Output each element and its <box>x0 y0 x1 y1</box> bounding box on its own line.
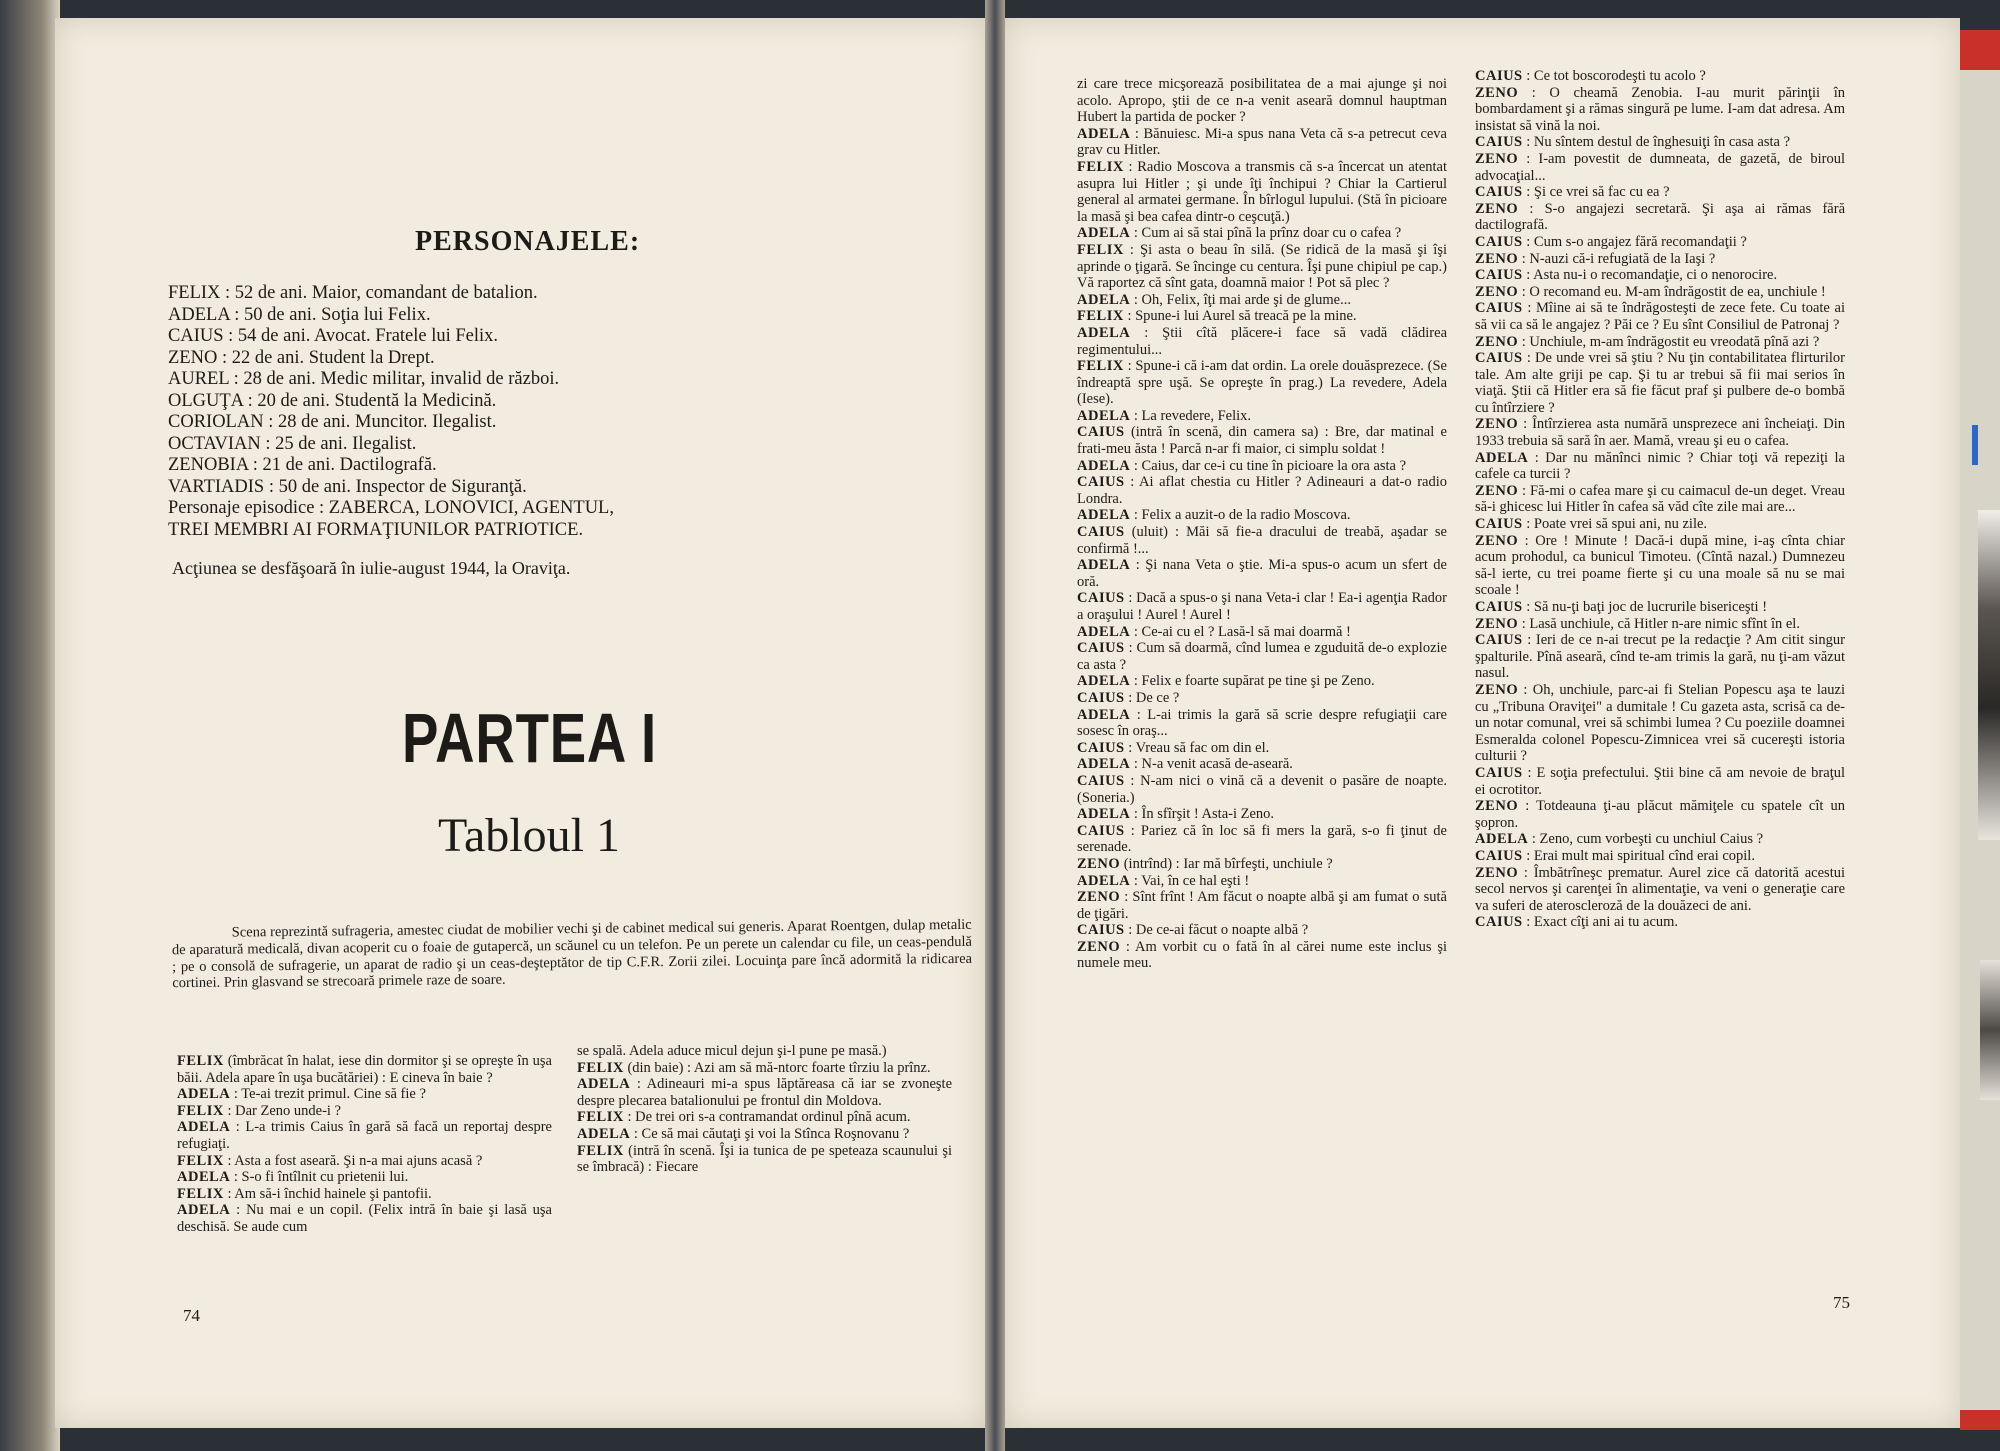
speaker-name: CAIUS <box>1077 689 1125 706</box>
dialogue-line <box>1475 483 1845 516</box>
speaker-name: CAIUS <box>1475 516 1523 533</box>
speaker-name: ADELA <box>1475 831 1529 848</box>
dialogue-text: : Şi nana Veta o ştie. Mi-a spus-o acum un sfert de oră. <box>1077 557 1447 590</box>
dialogue-line <box>1475 450 1845 483</box>
dialogue-text: : Şi asta o beau în silă. (Se ridică de la masă şi îşi aprinde o ţigară. Se încinge cu centura. Îşi pune chipiul pe cap.) Vă raportez că sînt gata, doamnă maior ! Pot să plec ? <box>1077 241 1448 292</box>
dialogue-text: : Ieri de ce n-ai trecut pe la redacţie ? Am citit singur şpalturile. Pînă aseară, cînd te-am trimis la gară, nu ţi-am văzut nasul. <box>1475 632 1845 682</box>
dialogue-line <box>577 1126 952 1143</box>
dialogue-line <box>1077 524 1447 557</box>
dialogue-line <box>1077 673 1447 690</box>
dialogue-text: : La revedere, Felix. <box>1133 407 1252 424</box>
dialogue-line <box>1077 242 1447 292</box>
dialogue-text: : N-auzi că-i refugiată de la Iaşi ? <box>1521 250 1716 267</box>
speaker-name: CAIUS <box>1475 847 1523 864</box>
dialogue-text: : Exact cîţi ani ai tu acum. <box>1526 914 1679 931</box>
dialogue-line <box>1077 624 1447 641</box>
cover-photo-strip-2 <box>1980 960 2000 1100</box>
dialogue-text: : Întîrzierea asta numără unsprezece ani încheiaţi. Din 1933 trebuia să sară în aer. Mamă, vreau şi eu o cafea. <box>1475 416 1845 450</box>
dialogue-line <box>1475 151 1845 184</box>
speaker-name: FELIX <box>577 1059 624 1076</box>
speaker-name: CAIUS <box>1077 922 1125 939</box>
speaker-name: ZENO <box>1475 416 1519 433</box>
dialogue-text: : În sfîrşit ! Asta-i Zeno. <box>1133 806 1275 823</box>
speaker-name: ADELA <box>177 1202 231 1219</box>
left-column-2 <box>577 1043 952 1176</box>
speaker-name: FELIX <box>1077 241 1124 258</box>
dialogue-text: (uluit) : Măi să fie-a dracului de treabă, aşadar se confirmă !... <box>1077 524 1447 557</box>
speaker-name: ADELA <box>1077 872 1131 889</box>
character-line: AUREL : 28 de ani. Medic militar, invalid de război. <box>168 369 560 389</box>
dialogue-text: : Radio Moscova a transmis că s-a încercat un atentat asupra lui Hitler ; şi unde îţi închipui ? Chiar la Cartierul general al armatei germane. În bîrlogul lupului. (Stă în picioare la masă şi bea cafea dintr-o ceşcuţă.) <box>1077 158 1447 225</box>
dialogue-line <box>1475 68 1845 85</box>
dialogue-line <box>1077 690 1447 707</box>
character-line: ADELA : 50 de ani. Soţia lui Felix. <box>168 304 431 325</box>
speaker-name: ADELA <box>1077 407 1131 424</box>
cover-photo-strip <box>1978 510 2000 840</box>
speaker-name: ZENO <box>1475 283 1519 300</box>
dialogue-line <box>577 1076 952 1109</box>
dialogue-line <box>577 1143 952 1176</box>
dialogue-line <box>1475 533 1845 599</box>
speaker-name: CAIUS <box>1077 474 1125 491</box>
speaker-name: ZENO <box>1475 532 1519 549</box>
dialogue-line <box>1077 408 1447 425</box>
speaker-name: CAIUS <box>1475 184 1523 201</box>
dialogue-line <box>177 1202 552 1235</box>
character-line: OLGUŢA : 20 de ani. Studentă la Medicină. <box>168 390 497 411</box>
dialogue-line <box>1077 939 1447 972</box>
speaker-name: ADELA <box>1475 449 1529 466</box>
speaker-name: ADELA <box>1077 125 1131 142</box>
speaker-name: ZENO <box>1475 200 1519 217</box>
speaker-name: CAIUS <box>1077 822 1125 839</box>
dialogue-text: : Bănuiesc. Mi-a spus nana Veta că s-a petrecut ceva grav cu Hitler. <box>1077 125 1447 159</box>
speaker-name: CAIUS <box>1077 424 1125 441</box>
character-line: CORIOLAN : 28 de ani. Muncitor. Ilegalist. <box>168 412 497 432</box>
dialogue-text: : De unde vrei să ştiu ? Nu ţin contabilitatea flirturilor tale. Am alte griji pe cap. Şi tu ar trebui să fii mai serios în viaţă. Ştii că Hitler era să fie făcut praf şi pulbere de-o bombă cu întîrziere ? <box>1475 350 1846 416</box>
dialogue-text: : Am să-i închid hainele şi pantofii. <box>227 1185 432 1202</box>
dialogue-text: : Ore ! Minute ! Dacă-i după mine, i-aş cînta chiar acum prohodul, ca bunicul Timoteu. (Cîntă nazal.) Dumnezeu să-l ierte, cu trei poame fierte şi cu una moale să nu se mai scoale ! <box>1475 532 1846 599</box>
cover-red-strip <box>1960 30 2000 70</box>
dialogue-line <box>1077 873 1447 890</box>
dialogue-line <box>1077 424 1447 457</box>
speaker-name: ADELA <box>177 1086 231 1103</box>
cover-blue-mark <box>1972 425 1978 465</box>
dialogue-line <box>1475 682 1845 765</box>
dialogue-text: : Cum să doarmă, cînd lumea e zguduită de-o explozie ca asta ? <box>1077 640 1447 673</box>
dialogue-line <box>577 1109 952 1126</box>
speaker-name: ADELA <box>1077 673 1131 690</box>
book-gutter <box>985 0 1005 1451</box>
dialogue-text: : Pariez că în loc să fi mers la gară, s-o fi ţinut de serenade. <box>1077 822 1447 856</box>
dialogue-line <box>1475 201 1845 234</box>
dialogue-line <box>1475 284 1845 301</box>
part-title: PARTEA I <box>402 699 657 777</box>
speaker-name: FELIX <box>177 1053 224 1069</box>
speaker-name: CAIUS <box>1077 739 1125 756</box>
speaker-name: ADELA <box>1077 623 1131 640</box>
cover-red-strip-bottom <box>1960 1410 2000 1430</box>
dialogue-line <box>1475 599 1845 616</box>
speaker-name: CAIUS <box>1475 233 1523 250</box>
speaker-name: CAIUS <box>1077 640 1125 657</box>
dialogue-line <box>1077 308 1447 325</box>
dialogue-line <box>177 1086 552 1103</box>
dialogue-line <box>1077 856 1447 873</box>
speaker-name: ADELA <box>1077 806 1131 823</box>
right-column-1 <box>1077 76 1447 972</box>
speaker-name: ZENO <box>1475 798 1519 815</box>
character-line: CAIUS : 54 de ani. Avocat. Fratele lui Felix. <box>168 326 499 346</box>
dialogue-text: : Sînt frînt ! Am făcut o noapte albă şi am fumat o sută de ţigări. <box>1077 889 1447 922</box>
speaker-name: ADELA <box>1077 756 1131 773</box>
speaker-name: FELIX <box>577 1142 624 1159</box>
speaker-name: CAIUS <box>1475 914 1523 931</box>
dialogue-line <box>1475 85 1845 135</box>
speaker-name: ADELA <box>177 1119 231 1136</box>
dialogue-text: : Cum s-o angajez fără recomandaţii ? <box>1526 233 1747 250</box>
dialogue-line <box>1475 516 1845 533</box>
speaker-name: FELIX <box>577 1109 624 1126</box>
speaker-name: CAIUS <box>1475 134 1523 151</box>
dialogue-line <box>1077 507 1447 524</box>
dialogue-text: (intră în scenă. Îşi ia tunica de pe speteaza scaunului şi se îmbracă) : Fiecare <box>577 1142 952 1176</box>
dialogue-text: : N-a venit acasă de-aseară. <box>1133 756 1293 773</box>
dialogue-text: : Ai aflat chestia cu Hitler ? Adineauri a dat-o radio Londra. <box>1077 474 1448 507</box>
dialogue-text: : S-o angajezi secretară. Şi aşa ai rămas fără dactilografă. <box>1475 200 1846 234</box>
speaker-name: ZENO <box>1475 84 1519 101</box>
dialogue-text: : Totdeauna ţi-au plăcut mămiţele cu spatele cît un şopron. <box>1475 798 1845 831</box>
character-line: ZENO : 22 de ani. Student la Drept. <box>168 347 435 368</box>
dialogue-text: : Felix a auzit-o de la radio Moscova. <box>1133 507 1351 524</box>
page-number-left: 74 <box>183 1306 200 1325</box>
dialogue-line <box>1077 474 1447 507</box>
dialogue-text: zi care trece micşorează posibilitatea de a mai ajunge şi noi acolo. Apropo, ştii de ce n-a venit aseară domnul hauptman Hubert la partida de pocker ? <box>1077 76 1447 126</box>
dialogue-line <box>177 1119 552 1152</box>
dialogue-line <box>1475 184 1845 201</box>
dialogue-line <box>177 1169 552 1186</box>
character-line: ZENOBIA : 21 de ani. Dactilografă. <box>168 455 437 475</box>
dialogue-text: : Asta a fost aseară. Şi n-a mai ajuns acasă ? <box>227 1152 483 1169</box>
dialogue-line <box>177 1186 552 1203</box>
right-column-2 <box>1475 68 1845 931</box>
speaker-name: CAIUS <box>1077 524 1125 541</box>
dialogue-text: : Oh, Felix, îţi mai arde şi de glume... <box>1133 291 1351 308</box>
character-line: Personaje episodice : ZABERCA, LONOVICI, AGENTUL, <box>168 498 614 518</box>
dialogue-line <box>1077 126 1447 159</box>
dialogue-line <box>1077 640 1447 673</box>
dialogue-line <box>577 1060 952 1077</box>
speaker-name: ADELA <box>577 1125 631 1142</box>
character-line: VARTIADIS : 50 de ani. Inspector de Siguranţă. <box>168 476 527 497</box>
dialogue-text: : Oh, unchiule, parc-ai fi Stelian Popescu aşa te lauzi cu „Tribuna Oraviţei" a dumitale ! Cu gazeta asta, scrisă ca de-un notar comunal, vrei să schimbi lumea ? Cu poeziile doamnei Esmeralda colonel Popescu-Zimnicea vrei să cucereşti istoria culturii ? <box>1475 681 1845 765</box>
dialogue-line <box>1475 134 1845 151</box>
speaker-name: ADELA <box>1077 706 1131 723</box>
dialogue-text: : Erai mult mai spiritual cînd erai copil. <box>1526 847 1755 864</box>
dialogue-text: : O recomand eu. M-am îndrăgostit de ea, unchiule ! <box>1521 283 1826 300</box>
dialogue-text: : Ce tot boscorodeşti tu acolo ? <box>1526 68 1706 84</box>
dialogue-text: : Nu mai e un copil. (Felix intră în baie şi lasă uşa deschisă. Se aude cum <box>177 1202 552 1235</box>
page-number-right: 75 <box>1833 1293 1850 1312</box>
dialogue-line <box>1077 823 1447 856</box>
speaker-name: FELIX <box>177 1152 224 1169</box>
speaker-name: ZENO <box>1077 938 1121 955</box>
dialogue-text: : I-am povestit de dumneata, de gazetă, de biroul advocaţial... <box>1475 150 1845 184</box>
speaker-name: ZENO <box>1475 681 1519 698</box>
dialogue-line <box>1077 922 1447 939</box>
dialogue-line <box>1077 773 1447 806</box>
dialogue-line <box>1475 251 1845 268</box>
speaker-name: ZENO <box>1475 615 1519 632</box>
speaker-name: FELIX <box>177 1185 224 1202</box>
dialogue-line <box>177 1153 552 1170</box>
speaker-name: CAIUS <box>1475 599 1523 615</box>
dialogue-text: : N-am nici o vină că a devenit o pasăre de noapte. (Soneria.) <box>1077 772 1447 806</box>
dialogue-line <box>1077 292 1447 309</box>
speaker-name: ADELA <box>177 1169 231 1186</box>
left-column-1 <box>177 1053 552 1236</box>
dialogue-text: : Vreau să fac om din el. <box>1128 739 1270 756</box>
dialogue-text: : Vai, în ce hal eşti ! <box>1133 872 1250 889</box>
stage-direction: Scena reprezintă sufrageria, amestec ciudat de mobilier vechi şi de cabinet medical sui generis. Aparat Roentgen, dulap metalic de aparatură medicală, divan acoperit cu o foaie de gutapercă, un scăunel cu un telefon. Pe un perete un calendar cu file, un ceas-pendulă ; pe o consolă de sufragerie, un aparat de radio şi un ceas-deşteptător de tip C.F.R. Zorii zilei. Locuinţa pare încă adormită la ridicarea cortinei. Prin glasvand se strecoară primele raze de soare. <box>171 916 973 992</box>
dialogue-text: : E soţia prefectului. Ştii bine că am nevoie de braţul ei ocrotitor. <box>1475 764 1846 798</box>
speaker-name: CAIUS <box>1475 267 1523 284</box>
character-line: TREI MEMBRI AI FORMAŢIUNILOR PATRIOTICE. <box>168 519 584 540</box>
dialogue-line <box>1475 831 1845 848</box>
dialogue-text: : Spune-i că i-am dat ordin. La orele douăsprezece. (Se îndreaptă spre uşă. Se opreşte în prag.) La revedere, Adela (Iese). <box>1077 358 1447 408</box>
dialogue-text: se spală. Adela aduce micul dejun şi-l pune pe masă.) <box>577 1043 887 1059</box>
dialogue-text: : Ştii cîtă plăcere-i face să vadă clădirea regimentului... <box>1077 324 1448 358</box>
dialogue-text: : Zeno, cum vorbeşti cu unchiul Caius ? <box>1531 831 1764 848</box>
dialogue-text: : S-o fi întîlnit cu prietenii lui. <box>233 1169 409 1186</box>
dialogue-text: : Poate vrei să spui ani, nu zile. <box>1526 516 1708 533</box>
dialogue-line <box>1077 806 1447 823</box>
dialogue-line <box>1475 416 1845 449</box>
dialogue-line <box>1077 740 1447 757</box>
dialogue-text: : Adineauri mi-a spus lăptăreasa că iar se zvoneşte despre plecarea batalionului pe frontul din Moldova. <box>577 1076 953 1109</box>
dialogue-text: : Lasă unchiule, că Hitler n-are nimic sfînt în el. <box>1521 615 1800 632</box>
speaker-name: FELIX <box>1077 308 1124 325</box>
dialogue-line <box>1077 225 1447 242</box>
dialogue-line <box>1077 889 1447 922</box>
dialogue-text: (intrînd) : Iar mă bîrfeşti, unchiule ? <box>1123 855 1333 872</box>
speaker-name: ZENO <box>1475 150 1519 167</box>
dialogue-line <box>1077 76 1447 126</box>
speaker-name: ADELA <box>1077 324 1131 341</box>
speaker-name: ZENO <box>1475 333 1519 350</box>
dialogue-text: (intră în scenă, din camera sa) : Bre, dar matinal e frati-meu ăsta ! Parcă n-ar fi maior, ci simplu soldat ! <box>1077 424 1447 458</box>
dialogue-line <box>577 1043 952 1060</box>
dialogue-text: : Dar nu mănînci nimic ? Chiar toţi vă repeziţi la cafele ca turcii ? <box>1475 449 1845 483</box>
dialogue-text: : L-a trimis Caius în gară să facă un reportaj despre refugiaţi. <box>177 1119 552 1152</box>
speaker-name: ADELA <box>1077 291 1131 308</box>
speaker-name: CAIUS <box>1077 772 1125 789</box>
dialogue-text: : Îmbătrîneşc prematur. Aurel zice că datorită acestui secol nervos şi carenţei în alimentaţie, va veni o generaţie care va suferi de ateroscleroză de la douăzeci de ani. <box>1475 864 1845 914</box>
dialogue-text: : Şi ce vrei să fac cu ea ? <box>1526 184 1670 201</box>
dialogue-text: : Cum ai să stai pînă la prînz doar cu o cafea ? <box>1133 225 1402 242</box>
speaker-name: FELIX <box>177 1102 224 1119</box>
book-edge-left <box>0 0 60 1451</box>
speaker-name: ZENO <box>1475 864 1519 881</box>
dialogue-text: : Mîine ai să te îndrăgosteşti de zece fete. Cu toate ai să vii ca să le angajez ? Păi ce ? Eu sînt Consiliul de Patronaj ? <box>1475 300 1845 333</box>
dialogue-text: : De trei ori s-a contramandat ordinul pînă acum. <box>627 1109 911 1126</box>
character-line: FELIX : 52 de ani. Maior, comandant de batalion. <box>168 283 538 303</box>
dialogue-text: : Te-ai trezit primul. Cine să fie ? <box>233 1086 426 1103</box>
left-page <box>55 18 985 1428</box>
speaker-name: ADELA <box>1077 557 1131 574</box>
dialogue-text: : De ce ? <box>1128 689 1180 706</box>
speaker-name: CAIUS <box>1475 68 1523 84</box>
dialogue-line <box>1475 765 1845 798</box>
speaker-name: FELIX <box>1077 158 1124 175</box>
dialogue-text: : Nu sîntem destul de înghesuiţi în casa asta ? <box>1526 134 1791 151</box>
dialogue-text: (îmbrăcat în halat, iese din dormitor şi se opreşte în uşa băii. Adela apare în uşa bucătăriei) : E cineva în baie ? <box>177 1053 552 1086</box>
characters-heading: PERSONAJELE: <box>415 226 641 257</box>
dialogue-line <box>177 1103 552 1120</box>
speaker-name: ZENO <box>1475 482 1519 499</box>
speaker-name: CAIUS <box>1475 350 1523 367</box>
speaker-name: ADELA <box>1077 457 1131 474</box>
speaker-name: ZENO <box>1077 889 1121 906</box>
dialogue-line <box>1077 590 1447 623</box>
dialogue-text: : Asta nu-i o recomandaţie, ci o nenorocire. <box>1526 267 1778 284</box>
dialogue-line <box>1475 914 1845 931</box>
speaker-name: ADELA <box>577 1076 631 1093</box>
dialogue-text: : Ce să mai căutaţi şi voi la Stînca Roşnovanu ? <box>633 1125 910 1142</box>
right-page <box>1005 18 1960 1428</box>
tableau-title: Tabloul 1 <box>438 809 620 862</box>
dialogue-line <box>1077 756 1447 773</box>
dialogue-text: : L-ai trimis la gară să scrie despre refugiaţii care sosesc în oraş... <box>1077 706 1447 740</box>
dialogue-line <box>1475 350 1845 416</box>
dialogue-text: : Caius, dar ce-i cu tine în picioare la ora asta ? <box>1133 457 1407 474</box>
dialogue-line <box>1475 848 1845 865</box>
speaker-name: CAIUS <box>1475 764 1523 781</box>
dialogue-text: : Unchiule, m-am îndrăgostit eu vreodată pînă azi ? <box>1521 333 1820 350</box>
speaker-name: ZENO <box>1077 855 1121 872</box>
dialogue-line <box>1077 159 1447 225</box>
character-line: OCTAVIAN : 25 de ani. Ilegalist. <box>168 433 417 454</box>
speaker-name: ADELA <box>1077 507 1131 524</box>
speaker-name: ADELA <box>1077 225 1131 242</box>
dialogue-line <box>1475 267 1845 284</box>
dialogue-text: : Fă-mi o cafea mare şi cu caimacul de-un deget. Vreau să-i ghicesc lui Hitler în cafea să văd cîte zile mai are... <box>1475 482 1846 516</box>
dialogue-text: : De ce-ai făcut o noapte albă ? <box>1128 922 1309 939</box>
next-book-cover <box>1960 30 2000 1430</box>
dialogue-text: : O cheamă Zenobia. I-au murit părinţii în bombardament şi a rămas singură pe lume. I-am dat adresa. Am insistat să vină la noi. <box>1475 84 1845 134</box>
dialogue-line <box>1475 632 1845 682</box>
dialogue-line <box>1077 458 1447 475</box>
dialogue-text: : Dacă a spus-o şi nana Veta-i clar ! Ea-i agenţia Rador a oraşului ! Aurel ! Aurel ! <box>1077 590 1447 623</box>
dialogue-text: (din baie) : Azi am să mă-ntorc foarte tîrziu la prînz. <box>627 1059 931 1076</box>
dialogue-text: : Dar Zeno unde-i ? <box>227 1102 341 1119</box>
dialogue-text: : Ce-ai cu el ? Lasă-l să mai doarmă ! <box>1133 623 1351 640</box>
speaker-name: CAIUS <box>1077 590 1125 607</box>
dialogue-line <box>1475 865 1845 915</box>
dialogue-text: : Am vorbit cu o fată în al cărei nume este inclus şi numele meu. <box>1077 938 1447 972</box>
characters-list <box>168 283 788 541</box>
dialogue-line <box>1077 358 1447 408</box>
dialogue-line <box>1475 334 1845 351</box>
speaker-name: CAIUS <box>1475 632 1523 649</box>
action-line: Acţiunea se desfăşoară în iulie-august 1944, la Oraviţa. <box>172 558 571 578</box>
dialogue-text: : Spune-i lui Aurel să treacă pe la mine. <box>1127 308 1357 325</box>
speaker-name: ZENO <box>1475 250 1519 267</box>
speaker-name: CAIUS <box>1475 300 1523 317</box>
dialogue-line <box>1475 234 1845 251</box>
dialogue-line <box>177 1053 552 1086</box>
dialogue-line <box>1077 557 1447 590</box>
dialogue-line <box>1475 300 1845 333</box>
speaker-name: FELIX <box>1077 358 1124 375</box>
dialogue-text: : Felix e foarte supărat pe tine şi pe Zeno. <box>1133 673 1375 690</box>
dialogue-line <box>1475 798 1845 831</box>
dialogue-line <box>1077 707 1447 740</box>
dialogue-text: : Să nu-ţi baţi joc de lucrurile bisericeşti ! <box>1526 599 1768 615</box>
dialogue-line <box>1077 325 1447 358</box>
dialogue-line <box>1475 616 1845 633</box>
